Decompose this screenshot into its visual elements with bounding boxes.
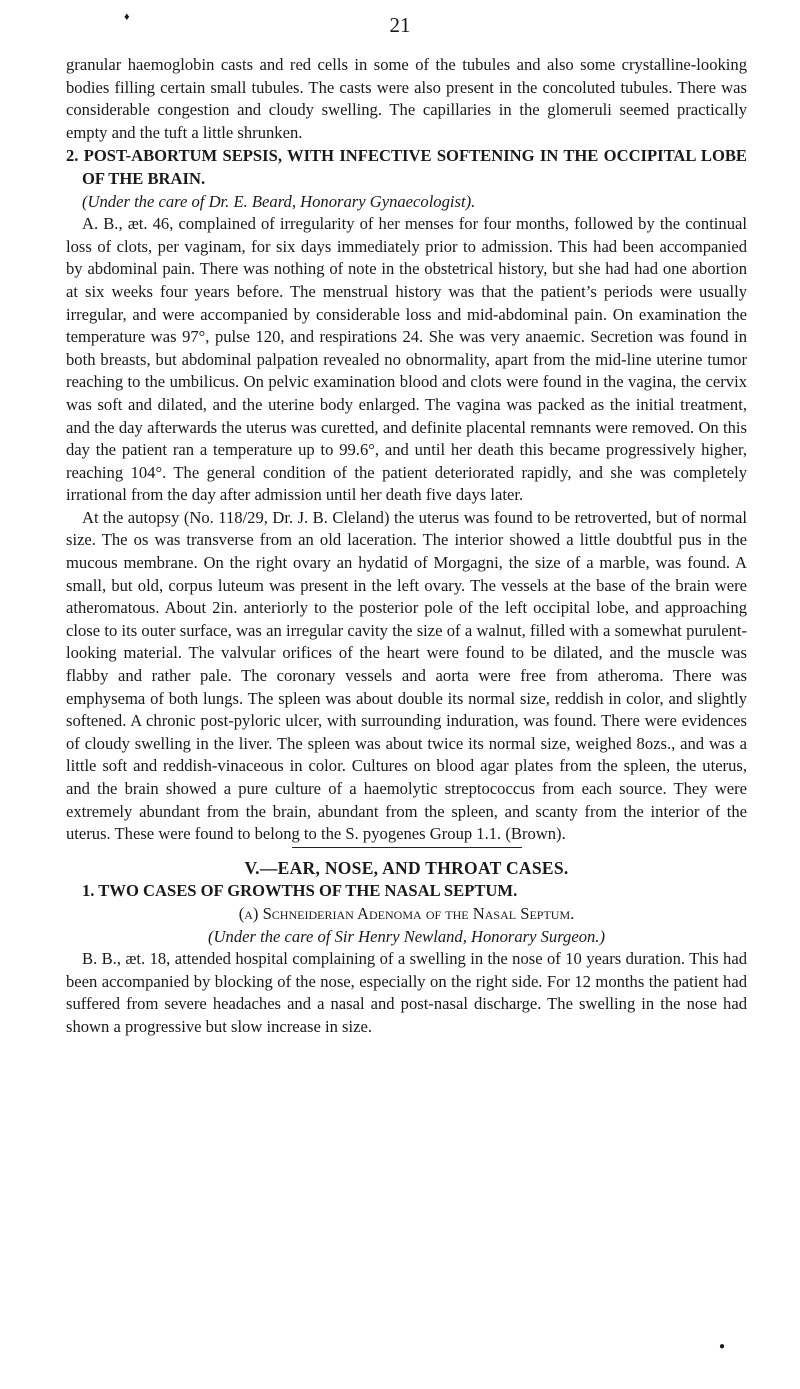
case-subheading-adenoma: (a) Schneiderian Adenoma of the Nasal Septum.: [238, 903, 575, 923]
page-number: 21: [389, 13, 411, 37]
paragraph-nasal-case: B. B., æt. 18, attended hospital complaining of a swelling in the nose of 10 years duration. This had been accompanied by blocking of the nose, especially on the right side. For 12 months the patient had suffered from severe headaches and a nasal and post-nasal discharge. The swelling in the nose had shown a progressive but slow increase in size.: [66, 949, 747, 1036]
paragraph-clinical-history: A. B., æt. 46, complained of irregularity of her menses for four months, followed by the continual loss of clots, per vaginam, for six days immediately prior to admission. This had been accompanied by abdominal pain. There was nothing of note in the obstetrical history, but she had had one abortion at six weeks four years before. The menstrual history was that the patient’s periods were usually irregular, and were accompanied by considerable loss and mid-abdominal pain. On examination the temperature was 97°, pulse 120, and respirations 24. She was very anaemic. Secretion was found in both breasts, but abdominal palpation revealed no obnormality, apart from the mid-line uterine tumor reaching to the umbilicus. On pelvic examination blood and clots were found in the vagina, the cervix was soft and dilated, and the uterine body enlarged. The vagina was packed as the initial treatment, and the day afterwards the uterus was curetted, and definite placental remnants were removed. On this day the patient ran a temperature up to 99.6°, and until her death this became progressively higher, reaching 104°. The general condition of the patient deteriorated rapidly, and she was completely irrational from the day after admission until her death five days later.: [66, 214, 747, 505]
margin-mark: ♦: [124, 11, 130, 23]
paragraph-renal-findings: granular haemoglobin casts and red cells in some of the tubules and also some crystalline-looking bodies filling certain small tubules. The casts were also present in the concoluted tubules. There was considerable congestion and cloudy swelling. The capillaries in the glomeruli seemed practically empty and the tuft a little shrunken.: [66, 55, 747, 142]
case-heading-nasal-septum: 1. TWO CASES OF GROWTHS OF THE NASAL SEPTUM.: [82, 881, 518, 901]
section-divider: [292, 847, 522, 848]
case-attribution-newland: (Under the care of Sir Henry Newland, Honorary Surgeon.): [208, 926, 605, 946]
paragraph-autopsy: At the autopsy (No. 118/29, Dr. J. B. Cleland) the uterus was found to be retroverted, but of normal size. The os was transverse from an old laceration. The interior showed a little doubtful pus in the mucous membrane. On the right ovary an hydatid of Morgagni, the size of a marble, was found. A small, but old, corpus luteum was present in the left ovary. The vessels at the base of the brain were atheromatous. About 2in. anteriorly to the posterior pole of the left occipital lobe, and approaching close to its outer surface, was an irregular cavity the size of a walnut, filled with a somewhat purulent-looking material. The valvular orifices of the heart were found to be dilated, and the muscle was flabby and rather pale. The coronary vessels and aorta were free from atheroma. There was emphysema of both lungs. The spleen was about double its normal size, reddish in color, and slightly softened. A chronic post-pyloric ulcer, with surrounding induration, was found. There were evidences of cloudy swelling in the liver. The spleen was about twice its normal size, weighed 8ozs., and was a little soft and reddish-vinaceous in color. Cultures on blood agar plates from the spleen, the uterus, and the brain showed a pure culture of a haemolytic streptococcus from each source. They were extremely abundant from the brain, abundant from the spleen, and scanty from the interior of the uterus. These were found to belong to the S. pyogenes Group 1.1. (Brown).: [66, 507, 747, 844]
margin-dot: ●: [719, 1341, 726, 1352]
case-attribution-beard: (Under the care of Dr. E. Beard, Honorary Gynaecologist).: [82, 191, 476, 211]
case-heading-post-abortum-sepsis: 2. POST-ABORTUM SEPSIS, WITH INFECTIVE SOFTENING IN THE OCCIPITAL LOBE OF THE BRAIN.: [66, 146, 747, 188]
section-heading-ent: V.—EAR, NOSE, AND THROAT CASES.: [244, 857, 569, 878]
page-body: [66, 54, 747, 1039]
